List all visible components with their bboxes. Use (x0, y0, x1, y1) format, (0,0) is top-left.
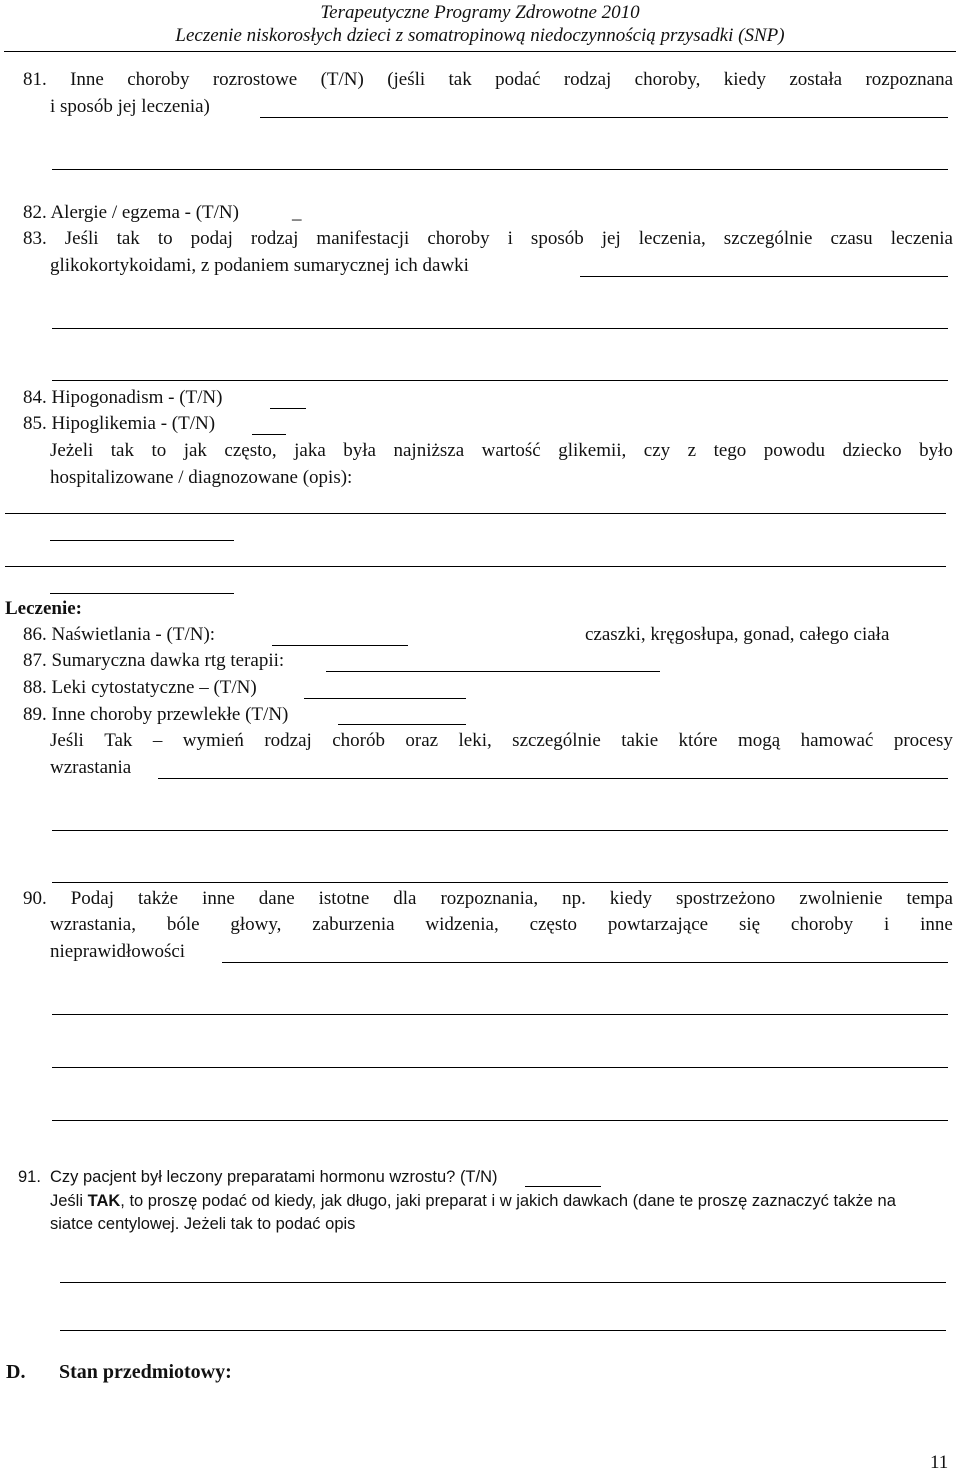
q91-line2-prefix: Jeśli (50, 1192, 88, 1210)
word: mogą (738, 730, 781, 751)
word: leczenia (890, 228, 953, 249)
word: – (152, 730, 163, 751)
q82-label: 82. Alergie / egzema - (T/N) (23, 202, 239, 223)
word: dziecko (842, 440, 902, 461)
word: choroby (790, 914, 854, 935)
q91-answer-line[interactable] (525, 1186, 601, 1187)
word: było (919, 440, 953, 461)
word: 81. (23, 69, 47, 90)
q86-label: 86. Naświetlania - (T/N): (23, 624, 216, 645)
word: oraz (405, 730, 439, 751)
word: Jeśli (64, 228, 99, 249)
word: tak (448, 69, 472, 90)
word: zwolnienie (799, 888, 883, 909)
word: wartość (481, 440, 541, 461)
word: najniższa (393, 440, 465, 461)
word: choroby, (634, 69, 701, 90)
header-program-title: Terapeutyczne Programy Zdrowotne 2010 (320, 2, 640, 23)
word: rozpoznania, (440, 888, 539, 909)
word: widzenia, (425, 914, 499, 935)
q85-line1 (50, 440, 953, 462)
q81-answer-line-1[interactable] (260, 117, 948, 118)
q89-answer-line[interactable] (338, 724, 466, 725)
word: choroby (127, 69, 190, 90)
word: głowy, (230, 914, 282, 935)
q90-answer-line-3[interactable] (52, 1067, 948, 1068)
word: procesy (893, 730, 953, 751)
word: z (687, 440, 697, 461)
word: rozpoznana (865, 69, 953, 90)
word: rodzaj (264, 730, 312, 751)
word: Podaj (70, 888, 115, 909)
q89-answer-line-1[interactable] (158, 778, 948, 779)
word: np. (562, 888, 586, 909)
q90-line2 (50, 914, 953, 936)
q91-number: 91. (18, 1168, 41, 1186)
word: została (789, 69, 843, 90)
q90-line3: nieprawidłowości (50, 941, 186, 962)
word: hamować (800, 730, 874, 751)
word: to (151, 440, 167, 461)
word: podać (495, 69, 541, 90)
q84-label: 84. Hipogonadism - (T/N) (23, 387, 223, 408)
word: się (738, 914, 761, 935)
q89-label: 89. Inne choroby przewlekłe (T/N) (23, 704, 289, 725)
section-d-letter: D. (6, 1361, 26, 1383)
header-rule (4, 51, 956, 52)
word: spostrzeżono (676, 888, 776, 909)
word: (T/N) (320, 69, 364, 90)
q90-answer-line-4[interactable] (52, 1120, 948, 1121)
word: inne (202, 888, 235, 909)
word: bóle (166, 914, 200, 935)
treatment-heading: Leczenie: (5, 598, 83, 619)
word: 83. (23, 228, 47, 249)
word: jej (601, 228, 621, 249)
word: rozrostowe (212, 69, 298, 90)
word: i (507, 228, 513, 249)
q90-line1 (23, 888, 953, 910)
word: zaburzenia (312, 914, 395, 935)
q90-answer-line-2[interactable] (52, 1014, 948, 1015)
page-number: 11 (930, 1452, 949, 1473)
q85-answer-line[interactable] (252, 434, 286, 435)
word: kiedy (723, 69, 766, 90)
q86-options: czaszki, kręgosłupa, gonad, całego ciała (585, 624, 890, 645)
q85-answer-line-4[interactable] (50, 593, 234, 594)
q81-line2: i sposób jej leczenia) (50, 96, 210, 117)
word: szczególnie (512, 730, 601, 751)
word: i (884, 914, 890, 935)
q84-answer-line[interactable] (270, 408, 306, 409)
q85-answer-line-1[interactable] (5, 513, 946, 514)
q86-answer-line[interactable] (272, 645, 408, 646)
section-d-title: Stan przedmiotowy: (59, 1361, 232, 1383)
word: jaka (294, 440, 326, 461)
word: tego (713, 440, 747, 461)
word: także (138, 888, 179, 909)
q85-line2: hospitalizowane / diagnozowane (opis): (50, 467, 353, 488)
word: dane (258, 888, 295, 909)
q89-answer-line-2[interactable] (52, 830, 948, 831)
word: sposób (530, 228, 584, 249)
word: Jeśli (50, 730, 84, 751)
q91-line2-emphasis: TAK (87, 1192, 121, 1210)
word: dla (393, 888, 417, 909)
word: leki, (458, 730, 492, 751)
word: istotne (318, 888, 370, 909)
q88-label: 88. Leki cytostatyczne – (T/N) (23, 677, 257, 698)
word: rodzaj (250, 228, 299, 249)
q89-line2: wzrastania (50, 757, 132, 778)
word: glikemii, (558, 440, 627, 461)
word: 90. (23, 888, 47, 909)
word: Tak (104, 730, 133, 751)
word: podaj (190, 228, 233, 249)
word: leczenia, (638, 228, 706, 249)
word: rodzaj (563, 69, 612, 90)
q89-answer-line-3[interactable] (52, 882, 948, 883)
word: Jeżeli (50, 440, 94, 461)
q91-question: Czy pacjent był leczony preparatami hormonu wzrostu? (T/N) (50, 1168, 498, 1186)
q88-answer-line[interactable] (304, 698, 466, 699)
q83-line1 (23, 228, 953, 250)
word: takie (621, 730, 659, 751)
word: jak (183, 440, 207, 461)
word: wzrastania, (50, 914, 136, 935)
q83-answer-line-2[interactable] (52, 328, 948, 329)
q82-answer-blank[interactable]: _ (292, 202, 302, 223)
word: tempa (906, 888, 953, 909)
q91-line3: siatce centylowej. Jeżeli tak to podać opis (50, 1215, 356, 1233)
q87-answer-line[interactable] (326, 671, 660, 672)
q85-answer-line-3[interactable] (5, 566, 946, 567)
q90-answer-line-1[interactable] (222, 962, 948, 963)
q91-line2 (50, 1192, 896, 1211)
q81-answer-line-2[interactable] (52, 169, 948, 170)
word: manifestacji (316, 228, 410, 249)
word: tak (116, 228, 140, 249)
q87-label: 87. Sumaryczna dawka rtg terapii: (23, 650, 285, 671)
word: chorób (332, 730, 385, 751)
q91-answer-line-1[interactable] (60, 1282, 946, 1283)
word: była (343, 440, 376, 461)
q89-line1 (50, 730, 953, 752)
q85-answer-line-2[interactable] (50, 540, 234, 541)
word: czy (643, 440, 671, 461)
word: tak (110, 440, 134, 461)
word: to (157, 228, 173, 249)
word: które (678, 730, 718, 751)
header-program-subtitle: Leczenie niskorosłych dzieci z somatropinową niedoczynnością przysadki (SNP) (175, 25, 785, 46)
q91-answer-line-2[interactable] (60, 1330, 946, 1331)
word: (jeśli (387, 69, 426, 90)
q83-answer-line-3[interactable] (52, 380, 948, 381)
q85-label: 85. Hipoglikemia - (T/N) (23, 413, 216, 434)
q91-line2-rest: , to proszę podać od kiedy, jak długo, jaki preparat i w jakich dawkach (dane te proszę zaznaczyć także na (120, 1192, 896, 1210)
word: czasu (830, 228, 873, 249)
word: kiedy (609, 888, 653, 909)
q83-line2: glikokortykoidami, z podaniem sumarycznej ich dawki (50, 255, 469, 276)
word: powtarzające (607, 914, 709, 935)
word: inne (920, 914, 953, 935)
word: często (529, 914, 578, 935)
word: wymień (182, 730, 244, 751)
q83-answer-line-1[interactable] (580, 276, 948, 277)
word: choroby (427, 228, 490, 249)
word: Inne (70, 69, 104, 90)
word: często, (224, 440, 277, 461)
word: szczególnie (723, 228, 813, 249)
q81-line1 (23, 69, 953, 91)
word: powodu (763, 440, 826, 461)
